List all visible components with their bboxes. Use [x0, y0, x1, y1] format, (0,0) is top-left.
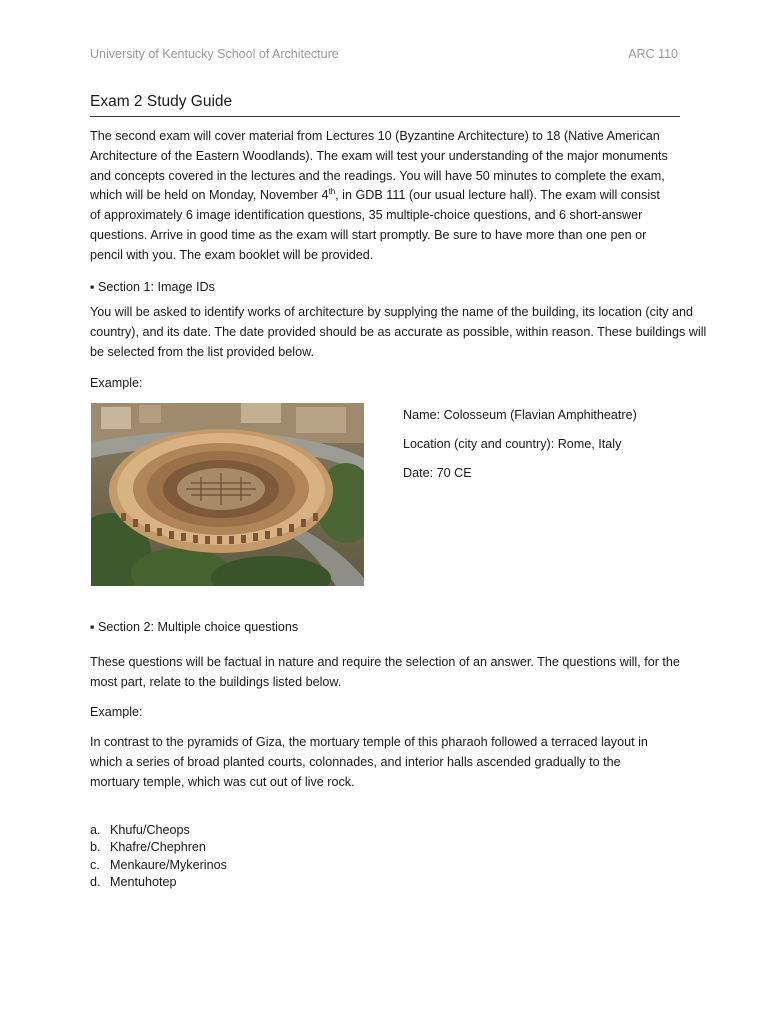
choice-item	[90, 874, 227, 891]
choice-letter: b.	[90, 840, 101, 855]
example-question: In contrast to the pyramids of Giza, the mortuary temple of this pharaoh followed a terraced layout in which a series of broad planted courts, colonnades, and interior halls ascended gradually to the mortuary temple, which was cut out of live rock.	[90, 735, 648, 789]
choice-item	[90, 857, 227, 874]
choice-text: Khufu/Cheops	[110, 823, 190, 837]
intro-text-part1: The second exam will cover material from Lectures 10 (Byzantine Architecture) to 18 (Native American Architecture of the Eastern Woodlands). The exam will test your understanding of the major monuments and concepts covered in the lectures and the readings. You will have 50 minutes to complete the exam, which will be held on Monday, November 4	[90, 129, 668, 203]
document-title: Exam 2 Study Guide	[90, 93, 680, 117]
choice-letter: a.	[90, 823, 101, 837]
choice-letter: c.	[90, 857, 100, 872]
section2-example-label: Example:	[90, 705, 143, 719]
answer-date: Date: 70 CE	[403, 466, 472, 480]
answer-location: Location (city and country): Rome, Italy	[403, 437, 622, 451]
colosseum-photo	[91, 403, 364, 586]
page-header	[90, 47, 678, 61]
header-course-code: ARC 110	[628, 47, 678, 61]
choice-letter: d.	[90, 875, 101, 890]
date-ordinal-suffix: th	[328, 187, 336, 197]
answer-name: Name: Colosseum (Flavian Amphitheatre)	[403, 408, 637, 422]
choice-text: Menkaure/Mykerinos	[110, 857, 227, 872]
header-institution: University of Kentucky School of Architecture	[90, 47, 339, 61]
section2-description: These questions will be factual in nature and require the selection of an answer. The questions will, for the most part, relate to the buildings listed below.	[90, 655, 680, 689]
intro-paragraph	[90, 127, 670, 266]
section1-description: You will be asked to identify works of architecture by supplying the name of the building, its location (city and country), and its date. The date provided should be as accurate as possible, within reason. These buildings will be selected from the list provided below.	[90, 305, 707, 359]
section1-example-label: Example:	[90, 376, 143, 390]
section2-heading: ▪ Section 2: Multiple choice questions	[90, 620, 299, 634]
choice-item	[90, 822, 227, 839]
intro-text-part2: , in GDB 111 (our usual lecture hall). The exam will consist of approximately 6 image identification questions, 35 multiple-choice questions, and 6 short-answer questions. Arrive in good time as the exam will start promptly. Be sure to have more than one pen or pencil with you. The exam booklet will be provided.	[90, 188, 660, 262]
image-id-answer	[403, 408, 637, 495]
choice-item	[90, 839, 227, 856]
answer-choices	[90, 822, 227, 892]
choice-text: Khafre/Chephren	[110, 840, 206, 855]
section1-heading: ▪ Section 1: Image IDs	[90, 280, 215, 294]
choice-text: Mentuhotep	[110, 875, 177, 890]
